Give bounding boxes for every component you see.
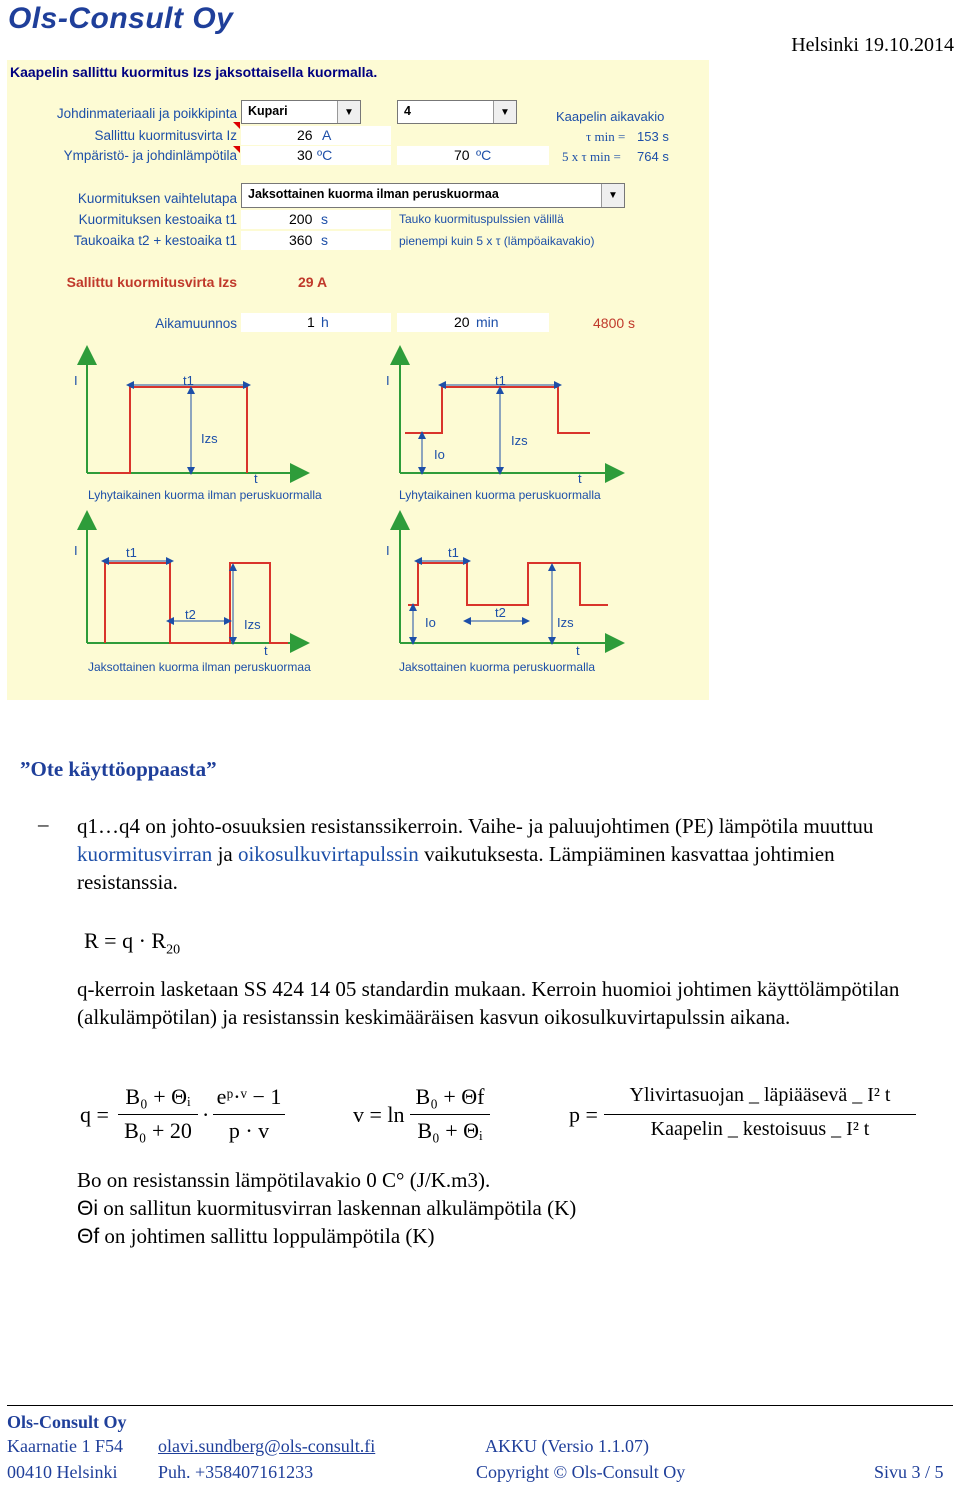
- conversion-seconds-value: 4800: [593, 315, 625, 331]
- conversion-seconds-unit: s: [628, 315, 636, 331]
- footer-email-link[interactable]: olavi.sundberg@ols-consult.fi: [158, 1436, 376, 1456]
- definition-bo: Bo on resistanssin lämpötilavakio 0 C° (J/K.m3).: [77, 1168, 491, 1192]
- diagram-caption: Jaksottainen kuorma ilman peruskuormaa: [88, 660, 311, 674]
- conversion-hours-cell[interactable]: [241, 313, 391, 332]
- formula-q-den2: p · v: [228, 1118, 270, 1143]
- footer-phone: Puh. +358407161233: [158, 1462, 314, 1482]
- diagram-caption: Jaksottainen kuorma peruskuormalla: [399, 660, 596, 674]
- t1-label: t1: [495, 373, 506, 388]
- formula-q-den1: B₀ + 20: [124, 1118, 192, 1143]
- formula-q-num1: B₀ + Θᵢ: [125, 1084, 191, 1109]
- footer-divider: [7, 1405, 953, 1406]
- duration-unit: s: [321, 211, 328, 227]
- chevron-down-icon: ▼: [337, 101, 360, 123]
- para1-text-a: q1…q4 on johto-osuuksien resistanssikerroin. Vaihe- ja paluujohtimen (PE) lämpötila muuttuu: [77, 814, 874, 838]
- load-type-label: Kuormituksen vaihtelutapa: [77, 191, 237, 206]
- period-value: 360: [289, 232, 313, 248]
- footer-page-number: Sivu 3 / 5: [874, 1462, 944, 1482]
- theta-f-symbol: Θf: [77, 1225, 100, 1248]
- formula-q-lhs: q =: [80, 1102, 109, 1127]
- para1-text-b: ja: [212, 842, 238, 866]
- formula-p-den: Kaapelin _ kestoisuus _ I² t: [650, 1118, 870, 1140]
- conversion-seconds: [593, 315, 635, 331]
- ambient-temp-cell[interactable]: [241, 146, 391, 165]
- io-label: Io: [434, 447, 445, 462]
- diagram-caption: Lyhytaikainen kuorma peruskuormalla: [399, 488, 601, 502]
- definition-theta-i: [77, 1194, 937, 1223]
- chevron-down-icon: ▼: [493, 101, 516, 123]
- time-constant-label: Kaapelin aikavakio: [556, 109, 665, 124]
- load-type-value: Jaksottainen kuorma ilman peruskuormaa: [248, 187, 499, 201]
- fraction-line: [410, 1114, 490, 1115]
- material-label: Johdinmateriaali ja poikkipinta: [56, 106, 237, 121]
- izs-label: Izs: [201, 431, 218, 446]
- axis-t-label: t: [254, 471, 258, 486]
- area-select-value: 4: [404, 104, 411, 118]
- manual-paragraph-1: [77, 812, 937, 896]
- duration-value: 200: [289, 211, 313, 227]
- formula-p-num: Ylivirtasuojan _ läpiääsevä _ I² t: [629, 1084, 891, 1106]
- company-logo: Ols-Consult Oy: [8, 2, 234, 35]
- period-label: Taukoaika t2 + kestoaika t1: [73, 233, 237, 248]
- period-cell[interactable]: [241, 231, 391, 250]
- izs-unit: A: [316, 274, 328, 290]
- t1-label: t1: [183, 373, 194, 388]
- conductor-temp-unit: ºC: [476, 147, 492, 163]
- period-unit: s: [321, 232, 328, 248]
- load-curve: [405, 387, 590, 433]
- conversion-hours: 1: [307, 314, 315, 330]
- tau-number: 153: [637, 129, 659, 144]
- comment-marker-icon: [233, 146, 240, 153]
- izs-value: 29: [298, 274, 314, 290]
- axis-i-label: I: [74, 373, 78, 388]
- tau5-unit: s: [662, 149, 669, 164]
- ambient-temp-unit: ºC: [317, 147, 333, 163]
- diagram-short-load-with-base: [386, 355, 615, 502]
- load-curve: [100, 387, 247, 473]
- tau-value: [637, 129, 669, 144]
- fraction-line: [604, 1114, 916, 1115]
- iz-unit: A: [322, 127, 332, 143]
- bullet-dash: –: [38, 812, 49, 836]
- ambient-temp-value: 30: [297, 147, 313, 163]
- duration-cell[interactable]: [241, 210, 391, 229]
- iz-value: 26: [297, 127, 313, 143]
- conversion-minutes-cell[interactable]: [397, 313, 549, 332]
- pause-note: Tauko kuormituspulssien välillä: [399, 212, 564, 226]
- conversion-hours-unit: h: [321, 314, 329, 330]
- izs-result: [298, 274, 327, 290]
- tau-unit: s: [662, 129, 669, 144]
- diagram-caption: Lyhytaikainen kuorma ilman peruskuormalla: [88, 488, 322, 502]
- t2-label: t2: [495, 605, 506, 620]
- axis-t-label: t: [578, 471, 582, 486]
- chevron-down-icon: ▼: [601, 184, 624, 207]
- definition-theta-f: [77, 1222, 937, 1251]
- footer-copyright: Copyright © Ols-Consult Oy: [476, 1462, 686, 1482]
- equation-r: [84, 928, 180, 958]
- iz-cell[interactable]: [241, 126, 391, 145]
- pause-note-2: pienempi kuin 5 x τ (lämpöaikavakio): [399, 234, 595, 248]
- diagram-short-load-no-base: [74, 355, 322, 502]
- load-diagrams: [60, 345, 680, 690]
- conductor-temp-value: 70: [454, 147, 470, 163]
- axis-i-label: I: [386, 373, 390, 388]
- theta-i-text: on sallitun kuormitusvirran laskennan alkulämpötila (K): [98, 1196, 577, 1220]
- formula-p-lhs: p =: [569, 1102, 598, 1127]
- manual-heading: ”Ote käyttöoppaasta”: [20, 757, 217, 781]
- material-select-value: Kupari: [248, 104, 288, 118]
- sheet-title: Kaapelin sallittu kuormitus Izs jaksottaisella kuormalla.: [10, 64, 378, 80]
- fraction-line: [213, 1114, 285, 1115]
- duration-label: Kuormituksen kestoaika t1: [78, 212, 237, 227]
- conductor-temp-cell[interactable]: [397, 146, 549, 165]
- area-select[interactable]: [397, 100, 517, 124]
- formula-v-lhs: v = ln: [353, 1102, 405, 1127]
- diagram-periodic-load-with-base: [386, 520, 615, 674]
- formula-v-den: B₀ + Θᵢ: [417, 1118, 483, 1143]
- t1-label: t1: [448, 545, 459, 560]
- tau5-number: 764: [637, 149, 659, 164]
- load-type-select[interactable]: [241, 183, 625, 208]
- footer-city: 00410 Helsinki: [7, 1462, 118, 1482]
- equation-r-main: R = q · R: [84, 928, 167, 953]
- axis-t-label: t: [576, 643, 580, 658]
- document-date: Helsinki 19.10.2014: [791, 34, 954, 56]
- manual-paragraph-2: q-kerroin lasketaan SS 424 14 05 standardin mukaan. Kerroin huomioi johtimen käyttölämpötilan (alkulämpötilan) ja resistanssin keskimääräisen kasvun oikosulkuvirtapulssin aikana.: [77, 977, 900, 1029]
- t1-label: t1: [126, 545, 137, 560]
- tau-label: τ min =: [586, 129, 626, 144]
- conversion-minutes-unit: min: [476, 314, 499, 330]
- axis-t-label: t: [264, 643, 268, 658]
- equation-r-sub: 20: [166, 942, 181, 958]
- footer-product: AKKU (Versio 1.1.07): [485, 1436, 649, 1456]
- short-circuit-pulse-link[interactable]: oikosulkuvirtapulssin: [237, 842, 419, 866]
- formula-q-dot: ·: [202, 1102, 210, 1127]
- load-current-link[interactable]: kuormitusvirran: [77, 842, 213, 866]
- conversion-label: Aikamuunnos: [155, 316, 237, 331]
- tau5-value: [637, 149, 669, 164]
- formula-q-num2: eᵖ·ᵛ − 1: [216, 1084, 282, 1109]
- tau5-label: 5 x τ min =: [562, 149, 621, 164]
- izs-label: Izs: [511, 433, 528, 448]
- para1-text-c: vaikutuksesta. Lämpiäminen kasvattaa johtimien resistanssia.: [77, 842, 835, 894]
- theta-f-text: on johtimen sallittu loppulämpötila (K): [99, 1224, 435, 1248]
- fraction-line: [118, 1114, 198, 1115]
- footer-company: Ols-Consult Oy: [7, 1412, 127, 1432]
- axis-i-label: I: [386, 543, 390, 558]
- io-label: Io: [425, 615, 436, 630]
- footer-street: Kaarnatie 1 F54: [7, 1436, 123, 1456]
- formula-v-num: B₀ + Θf: [415, 1084, 485, 1109]
- theta-i-symbol: Θi: [77, 1197, 98, 1220]
- conversion-minutes: 20: [454, 314, 470, 330]
- comment-marker-icon: [233, 122, 240, 129]
- diagram-periodic-load-no-base: [74, 520, 311, 674]
- izs-label: Sallittu kuormitusvirta Izs: [66, 274, 237, 290]
- izs-label: Izs: [244, 617, 261, 632]
- material-select[interactable]: [241, 100, 361, 124]
- axis-i-label: I: [74, 543, 78, 558]
- temperature-label: Ympäristö- ja johdinlämpötila: [63, 148, 237, 163]
- iz-label: Sallittu kuormitusvirta Iz: [94, 128, 237, 143]
- izs-label: Izs: [557, 615, 574, 630]
- t2-label: t2: [185, 607, 196, 622]
- load-curve: [408, 563, 608, 605]
